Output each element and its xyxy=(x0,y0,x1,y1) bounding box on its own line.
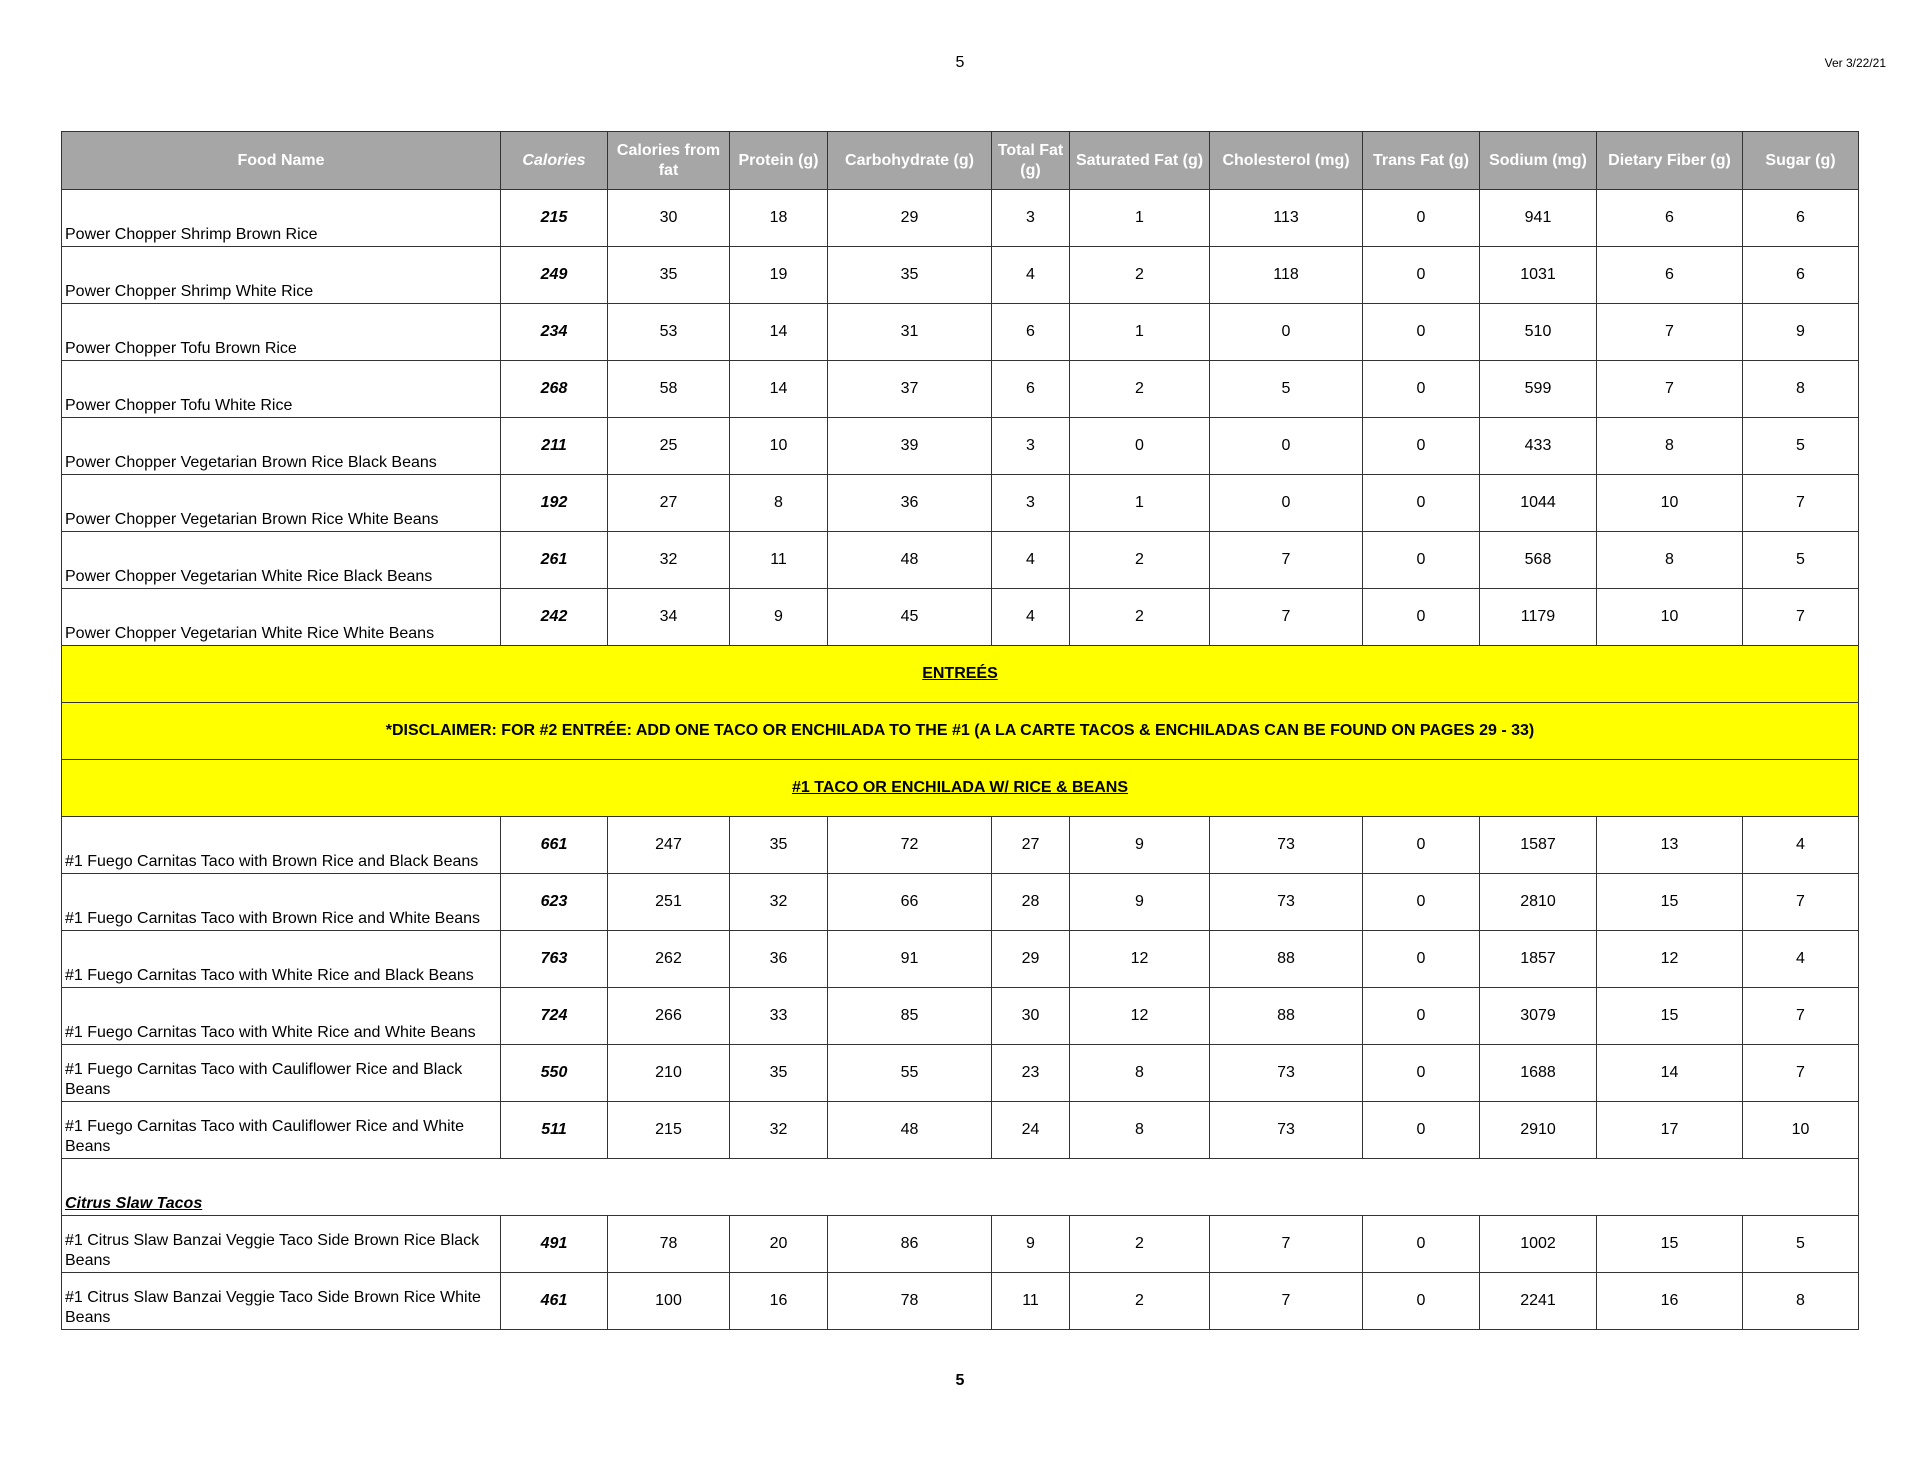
calories-cell: 511 xyxy=(501,1102,608,1159)
value-cell: 10 xyxy=(1597,475,1743,532)
value-cell: 0 xyxy=(1363,988,1480,1045)
value-cell: 0 xyxy=(1070,418,1210,475)
value-cell: 0 xyxy=(1363,304,1480,361)
value-cell: 48 xyxy=(828,1102,992,1159)
value-cell: 9 xyxy=(730,589,828,646)
value-cell: 86 xyxy=(828,1216,992,1273)
value-cell: 2241 xyxy=(1480,1273,1597,1330)
value-cell: 29 xyxy=(992,931,1070,988)
food-name-cell: #1 Fuego Carnitas Taco with Brown Rice and White Beans xyxy=(62,874,501,931)
value-cell: 32 xyxy=(730,874,828,931)
food-name-cell: #1 Citrus Slaw Banzai Veggie Taco Side Brown Rice White Beans xyxy=(62,1273,501,1330)
version-label: Ver 3/22/21 xyxy=(1824,56,1886,70)
calories-cell: 623 xyxy=(501,874,608,931)
subheading-row xyxy=(62,1159,1859,1216)
calories-cell: 249 xyxy=(501,247,608,304)
value-cell: 9 xyxy=(992,1216,1070,1273)
table-row xyxy=(62,361,1859,418)
column-header: Sodium (mg) xyxy=(1480,132,1597,190)
value-cell: 0 xyxy=(1363,874,1480,931)
calories-cell: 211 xyxy=(501,418,608,475)
food-name-cell: #1 Fuego Carnitas Taco with Cauliflower Rice and Black Beans xyxy=(62,1045,501,1102)
value-cell: 6 xyxy=(1743,190,1859,247)
value-cell: 10 xyxy=(1597,589,1743,646)
value-cell: 0 xyxy=(1363,931,1480,988)
value-cell: 14 xyxy=(1597,1045,1743,1102)
value-cell: 36 xyxy=(828,475,992,532)
column-header: Carbohydrate (g) xyxy=(828,132,992,190)
value-cell: 2 xyxy=(1070,247,1210,304)
value-cell: 2 xyxy=(1070,532,1210,589)
value-cell: 20 xyxy=(730,1216,828,1273)
value-cell: 28 xyxy=(992,874,1070,931)
value-cell: 2 xyxy=(1070,361,1210,418)
value-cell: 11 xyxy=(730,532,828,589)
value-cell: 16 xyxy=(1597,1273,1743,1330)
value-cell: 11 xyxy=(992,1273,1070,1330)
calories-cell: 550 xyxy=(501,1045,608,1102)
calories-cell: 491 xyxy=(501,1216,608,1273)
value-cell: 45 xyxy=(828,589,992,646)
table-row xyxy=(62,247,1859,304)
value-cell: 23 xyxy=(992,1045,1070,1102)
value-cell: 10 xyxy=(730,418,828,475)
food-name-cell: Power Chopper Vegetarian White Rice White Beans xyxy=(62,589,501,646)
food-name-cell: #1 Fuego Carnitas Taco with Brown Rice and Black Beans xyxy=(62,817,501,874)
table-row xyxy=(62,589,1859,646)
value-cell: 53 xyxy=(608,304,730,361)
value-cell: 35 xyxy=(608,247,730,304)
food-name-cell: Power Chopper Vegetarian Brown Rice White Beans xyxy=(62,475,501,532)
value-cell: 0 xyxy=(1210,418,1363,475)
value-cell: 0 xyxy=(1363,190,1480,247)
value-cell: 30 xyxy=(992,988,1070,1045)
value-cell: 32 xyxy=(730,1102,828,1159)
column-header: Saturated Fat (g) xyxy=(1070,132,1210,190)
table-row xyxy=(62,304,1859,361)
value-cell: 35 xyxy=(828,247,992,304)
value-cell: 73 xyxy=(1210,817,1363,874)
calories-cell: 192 xyxy=(501,475,608,532)
value-cell: 8 xyxy=(1597,418,1743,475)
value-cell: 510 xyxy=(1480,304,1597,361)
section-header-cell xyxy=(62,646,1859,703)
value-cell: 27 xyxy=(608,475,730,532)
value-cell: 1031 xyxy=(1480,247,1597,304)
food-name-cell: #1 Fuego Carnitas Taco with White Rice and White Beans xyxy=(62,988,501,1045)
value-cell: 9 xyxy=(1743,304,1859,361)
value-cell: 58 xyxy=(608,361,730,418)
value-cell: 34 xyxy=(608,589,730,646)
value-cell: 6 xyxy=(992,304,1070,361)
value-cell: 30 xyxy=(608,190,730,247)
food-name-cell: Power Chopper Shrimp White Rice xyxy=(62,247,501,304)
value-cell: 433 xyxy=(1480,418,1597,475)
value-cell: 6 xyxy=(1743,247,1859,304)
calories-cell: 763 xyxy=(501,931,608,988)
value-cell: 14 xyxy=(730,361,828,418)
value-cell: 88 xyxy=(1210,931,1363,988)
value-cell: 72 xyxy=(828,817,992,874)
value-cell: 48 xyxy=(828,532,992,589)
value-cell: 73 xyxy=(1210,1045,1363,1102)
value-cell: 78 xyxy=(828,1273,992,1330)
food-name-cell: Power Chopper Vegetarian White Rice Black Beans xyxy=(62,532,501,589)
value-cell: 0 xyxy=(1210,304,1363,361)
table-row xyxy=(62,532,1859,589)
column-header: Cholesterol (mg) xyxy=(1210,132,1363,190)
value-cell: 15 xyxy=(1597,988,1743,1045)
value-cell: 4 xyxy=(992,247,1070,304)
value-cell: 55 xyxy=(828,1045,992,1102)
column-header: Dietary Fiber (g) xyxy=(1597,132,1743,190)
value-cell: 599 xyxy=(1480,361,1597,418)
value-cell: 0 xyxy=(1363,817,1480,874)
value-cell: 1179 xyxy=(1480,589,1597,646)
table-row xyxy=(62,475,1859,532)
value-cell: 16 xyxy=(730,1273,828,1330)
section-header-cell xyxy=(62,760,1859,817)
value-cell: 1 xyxy=(1070,475,1210,532)
value-cell: 0 xyxy=(1363,475,1480,532)
value-cell: 17 xyxy=(1597,1102,1743,1159)
value-cell: 73 xyxy=(1210,874,1363,931)
value-cell: 35 xyxy=(730,817,828,874)
value-cell: 3 xyxy=(992,190,1070,247)
calories-cell: 261 xyxy=(501,532,608,589)
value-cell: 7 xyxy=(1210,532,1363,589)
value-cell: 2910 xyxy=(1480,1102,1597,1159)
value-cell: 3079 xyxy=(1480,988,1597,1045)
value-cell: 7 xyxy=(1743,475,1859,532)
table-body xyxy=(62,190,1859,1330)
value-cell: 7 xyxy=(1743,988,1859,1045)
value-cell: 31 xyxy=(828,304,992,361)
food-name-cell: Power Chopper Shrimp Brown Rice xyxy=(62,190,501,247)
section-header-text: ENTREÉS xyxy=(922,665,998,682)
table-row xyxy=(62,931,1859,988)
section-header-row xyxy=(62,760,1859,817)
column-header: Sugar (g) xyxy=(1743,132,1859,190)
value-cell: 1 xyxy=(1070,304,1210,361)
value-cell: 36 xyxy=(730,931,828,988)
value-cell: 1587 xyxy=(1480,817,1597,874)
table-row xyxy=(62,1102,1859,1159)
value-cell: 88 xyxy=(1210,988,1363,1045)
value-cell: 12 xyxy=(1070,988,1210,1045)
value-cell: 25 xyxy=(608,418,730,475)
value-cell: 5 xyxy=(1743,532,1859,589)
value-cell: 8 xyxy=(1070,1045,1210,1102)
value-cell: 247 xyxy=(608,817,730,874)
food-name-cell: Power Chopper Tofu Brown Rice xyxy=(62,304,501,361)
value-cell: 0 xyxy=(1363,418,1480,475)
nutrition-table xyxy=(61,131,1859,1330)
value-cell: 1044 xyxy=(1480,475,1597,532)
value-cell: 8 xyxy=(1597,532,1743,589)
food-name-cell: Power Chopper Vegetarian Brown Rice Black Beans xyxy=(62,418,501,475)
value-cell: 2 xyxy=(1070,1216,1210,1273)
column-header: Total Fat (g) xyxy=(992,132,1070,190)
table-row xyxy=(62,1216,1859,1273)
value-cell: 24 xyxy=(992,1102,1070,1159)
section-header-text: #1 TACO OR ENCHILADA W/ RICE & BEANS xyxy=(791,779,1128,796)
table-row xyxy=(62,1045,1859,1102)
value-cell: 66 xyxy=(828,874,992,931)
value-cell: 0 xyxy=(1363,1273,1480,1330)
table-row xyxy=(62,190,1859,247)
column-header: Food Name xyxy=(62,132,501,190)
value-cell: 91 xyxy=(828,931,992,988)
value-cell: 2 xyxy=(1070,1273,1210,1330)
value-cell: 73 xyxy=(1210,1102,1363,1159)
value-cell: 0 xyxy=(1210,475,1363,532)
value-cell: 0 xyxy=(1363,1102,1480,1159)
value-cell: 0 xyxy=(1363,532,1480,589)
column-header: Protein (g) xyxy=(730,132,828,190)
value-cell: 0 xyxy=(1363,1045,1480,1102)
calories-cell: 724 xyxy=(501,988,608,1045)
calories-cell: 268 xyxy=(501,361,608,418)
value-cell: 15 xyxy=(1597,1216,1743,1273)
value-cell: 1688 xyxy=(1480,1045,1597,1102)
food-name-cell: #1 Fuego Carnitas Taco with White Rice and Black Beans xyxy=(62,931,501,988)
value-cell: 15 xyxy=(1597,874,1743,931)
calories-cell: 234 xyxy=(501,304,608,361)
value-cell: 6 xyxy=(992,361,1070,418)
value-cell: 4 xyxy=(1743,931,1859,988)
value-cell: 7 xyxy=(1210,1273,1363,1330)
value-cell: 113 xyxy=(1210,190,1363,247)
value-cell: 262 xyxy=(608,931,730,988)
value-cell: 4 xyxy=(992,532,1070,589)
value-cell: 8 xyxy=(1743,1273,1859,1330)
value-cell: 78 xyxy=(608,1216,730,1273)
section-header-row xyxy=(62,703,1859,760)
value-cell: 1857 xyxy=(1480,931,1597,988)
value-cell: 9 xyxy=(1070,874,1210,931)
page-number-bottom: 5 xyxy=(955,1372,965,1389)
value-cell: 85 xyxy=(828,988,992,1045)
section-header-text: *DISCLAIMER: FOR #2 ENTRÉE: ADD ONE TACO OR ENCHILADA TO THE #1 (A LA CARTE TACOS & ENCHILADAS CAN BE FOUND ON PAGES 29 - 33) xyxy=(385,722,1535,739)
value-cell: 14 xyxy=(730,304,828,361)
calories-cell: 215 xyxy=(501,190,608,247)
section-header-row xyxy=(62,646,1859,703)
value-cell: 0 xyxy=(1363,247,1480,304)
value-cell: 266 xyxy=(608,988,730,1045)
section-header-cell xyxy=(62,703,1859,760)
table-row xyxy=(62,1273,1859,1330)
value-cell: 5 xyxy=(1743,418,1859,475)
value-cell: 33 xyxy=(730,988,828,1045)
table-row xyxy=(62,418,1859,475)
value-cell: 7 xyxy=(1743,874,1859,931)
value-cell: 210 xyxy=(608,1045,730,1102)
column-header: Trans Fat (g) xyxy=(1363,132,1480,190)
value-cell: 8 xyxy=(1743,361,1859,418)
value-cell: 1 xyxy=(1070,190,1210,247)
value-cell: 568 xyxy=(1480,532,1597,589)
value-cell: 5 xyxy=(1210,361,1363,418)
food-name-cell: Power Chopper Tofu White Rice xyxy=(62,361,501,418)
value-cell: 2 xyxy=(1070,589,1210,646)
value-cell: 4 xyxy=(992,589,1070,646)
value-cell: 18 xyxy=(730,190,828,247)
table-row xyxy=(62,817,1859,874)
column-header: Calories xyxy=(501,132,608,190)
calories-cell: 461 xyxy=(501,1273,608,1330)
table-row xyxy=(62,988,1859,1045)
header-row xyxy=(62,132,1859,190)
value-cell: 6 xyxy=(1597,247,1743,304)
value-cell: 27 xyxy=(992,817,1070,874)
value-cell: 10 xyxy=(1743,1102,1859,1159)
value-cell: 3 xyxy=(992,418,1070,475)
value-cell: 2810 xyxy=(1480,874,1597,931)
value-cell: 8 xyxy=(1070,1102,1210,1159)
food-name-cell: #1 Citrus Slaw Banzai Veggie Taco Side Brown Rice Black Beans xyxy=(62,1216,501,1273)
value-cell: 7 xyxy=(1743,1045,1859,1102)
value-cell: 37 xyxy=(828,361,992,418)
value-cell: 3 xyxy=(992,475,1070,532)
value-cell: 32 xyxy=(608,532,730,589)
value-cell: 1002 xyxy=(1480,1216,1597,1273)
value-cell: 100 xyxy=(608,1273,730,1330)
value-cell: 35 xyxy=(730,1045,828,1102)
value-cell: 12 xyxy=(1597,931,1743,988)
value-cell: 4 xyxy=(1743,817,1859,874)
value-cell: 8 xyxy=(730,475,828,532)
table-row xyxy=(62,874,1859,931)
value-cell: 29 xyxy=(828,190,992,247)
subheading-cell: Citrus Slaw Tacos xyxy=(62,1159,1859,1216)
calories-cell: 661 xyxy=(501,817,608,874)
column-header: Calories from fat xyxy=(608,132,730,190)
value-cell: 7 xyxy=(1743,589,1859,646)
value-cell: 5 xyxy=(1743,1216,1859,1273)
value-cell: 0 xyxy=(1363,361,1480,418)
value-cell: 0 xyxy=(1363,589,1480,646)
value-cell: 6 xyxy=(1597,190,1743,247)
value-cell: 9 xyxy=(1070,817,1210,874)
value-cell: 7 xyxy=(1597,304,1743,361)
value-cell: 12 xyxy=(1070,931,1210,988)
page-number-top: 5 xyxy=(955,54,965,71)
value-cell: 7 xyxy=(1210,589,1363,646)
food-name-cell: #1 Fuego Carnitas Taco with Cauliflower Rice and White Beans xyxy=(62,1102,501,1159)
value-cell: 941 xyxy=(1480,190,1597,247)
value-cell: 7 xyxy=(1597,361,1743,418)
value-cell: 0 xyxy=(1363,1216,1480,1273)
value-cell: 215 xyxy=(608,1102,730,1159)
value-cell: 19 xyxy=(730,247,828,304)
value-cell: 7 xyxy=(1210,1216,1363,1273)
value-cell: 13 xyxy=(1597,817,1743,874)
value-cell: 251 xyxy=(608,874,730,931)
value-cell: 118 xyxy=(1210,247,1363,304)
calories-cell: 242 xyxy=(501,589,608,646)
value-cell: 39 xyxy=(828,418,992,475)
